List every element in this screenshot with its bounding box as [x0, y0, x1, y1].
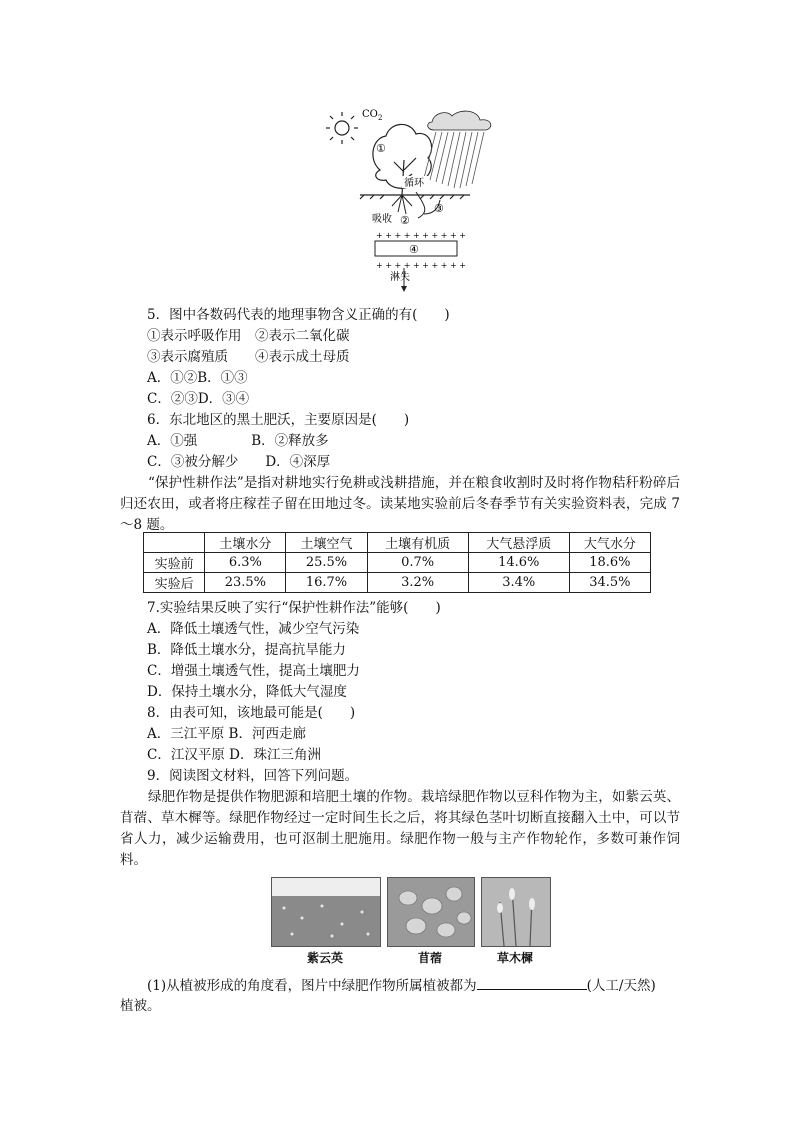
q5-line1: ①表示呼吸作用 ②表示二氧化碳 — [147, 328, 350, 344]
q6-options-cd: C．③被分解少 D．④深厚 — [147, 454, 331, 470]
intro-paragraph: “保护性耕作法”是指对耕地实行免耕或浅耕措施，并在粮食收割时及时将作物秸秆粉碎后归还农田，或者将庄稼茬子留在田地过冬。读某地实验前后冬春季节有关实验资料表，完成 7～8 题。 — [120, 475, 680, 533]
q5-options-ab: A．①②B．①③ — [147, 370, 248, 386]
rain-cloud-icon — [424, 111, 491, 188]
table-cell: 23.5% — [205, 573, 286, 593]
table-header-cell: 大气水分 — [569, 533, 650, 553]
photo-caomuxi — [481, 877, 551, 947]
table-row — [144, 553, 651, 573]
caption-caomuxi: 草木樨 — [496, 951, 533, 965]
co2-subscript: 2 — [378, 114, 383, 122]
q6-stem: 6．东北地区的黑土肥沃，主要原因是( ) — [147, 412, 410, 428]
table-cell: 3.2% — [367, 573, 468, 593]
q9-sub1 — [147, 975, 656, 997]
caption-ziyunying: 紫云英 — [306, 951, 343, 965]
q5-line2: ③表示腐殖质 ④表示成土母质 — [147, 349, 350, 365]
q9-sub1-choice: (人工/天然) — [586, 978, 656, 994]
table-cell: 实验前 — [144, 553, 205, 573]
table-cell: 34.5% — [569, 573, 650, 593]
q5-options-cd: C．②③D．③④ — [147, 391, 250, 407]
q7-option-a: A．降低土壤透气性，减少空气污染 — [147, 621, 360, 637]
q9-sub1-text: (1)从植被形成的角度看，图片中绿肥作物所属植被都为 — [147, 978, 477, 994]
label-2: ② — [400, 214, 410, 227]
q9-stem: 9．阅读图文材料，回答下列问题。 — [147, 768, 359, 784]
q5-stem: 5．图中各数码代表的地理事物含义正确的有( ) — [147, 307, 450, 323]
table-cell: 14.6% — [468, 553, 569, 573]
plus-row-top: + + + + + + + + + + — [376, 231, 466, 240]
roots-icon — [392, 195, 412, 214]
table-header-cell: 土壤有机质 — [367, 533, 468, 553]
table-header-cell: 大气悬浮质 — [468, 533, 569, 553]
soil-cycle-diagram — [320, 100, 520, 300]
experiment-table — [143, 532, 651, 593]
q6-options-ab: A．①强 B．②释放多 — [147, 433, 329, 449]
q7-stem: 7.实验结果反映了实行“保护性耕作法”能够( ) — [147, 600, 441, 616]
table-header-cell: 土壤空气 — [286, 533, 367, 553]
answer-blank[interactable] — [477, 975, 587, 990]
table-row — [144, 573, 651, 593]
photo-ziyunying — [271, 877, 381, 947]
label-3: ③ — [434, 202, 444, 215]
label-4: ④ — [409, 243, 419, 256]
table-header-row — [144, 533, 651, 553]
q7-option-c: C．增强土壤透气性，提高土壤肥力 — [147, 663, 360, 679]
table-cell: 16.7% — [286, 573, 367, 593]
table-header-cell: 土壤水分 — [205, 533, 286, 553]
ground-surface — [360, 195, 470, 199]
table-cell: 6.3% — [205, 553, 286, 573]
table-cell: 3.4% — [468, 573, 569, 593]
plus-row-bottom: + + + + + + + + + + — [376, 261, 466, 270]
label-1: ① — [376, 142, 386, 155]
table-cell: 25.5% — [286, 553, 367, 573]
q8-options-ab: A．三江平原 B．河西走廊 — [147, 726, 306, 742]
cycle-label: 循环 — [404, 178, 424, 189]
q7-option-b: B．降低土壤水分，提高抗旱能力 — [147, 642, 346, 658]
caption-muxu: 苜蓿 — [417, 951, 442, 965]
co2-label: CO — [362, 109, 378, 120]
table-cell: 0.7% — [367, 553, 468, 573]
q7-option-d: D．保持土壤水分，降低大气湿度 — [147, 684, 347, 700]
table-header-cell — [144, 533, 205, 553]
q8-stem: 8．由表可知，该地最可能是( ) — [147, 705, 356, 721]
green-manure-photos — [271, 877, 551, 967]
leach-arrowhead — [401, 286, 407, 292]
q9-sub1-end: 植被。 — [120, 998, 161, 1014]
q9-material-paragraph: 绿肥作物是提供作物肥源和培肥土壤的作物。栽培绿肥作物以豆科作物为主，如紫云英、苜蓿、草木樨等。绿肥作物经过一定时间生长之后，将其绿色茎叶切断直接翻入土中，可以节省人力，减少运输费用，也可沤制土肥施用。绿肥作物一般与主产作物轮作，多数可兼作饲料。 — [120, 789, 680, 868]
photo-muxu — [387, 877, 475, 947]
table-cell: 实验后 — [144, 573, 205, 593]
q8-options-cd: C．江汉平原 D．珠江三角洲 — [147, 747, 321, 763]
table-cell: 18.6% — [569, 553, 650, 573]
sun-icon — [326, 112, 358, 144]
leach-label: 淋失 — [390, 272, 410, 283]
absorb-label: 吸收 — [372, 214, 392, 225]
